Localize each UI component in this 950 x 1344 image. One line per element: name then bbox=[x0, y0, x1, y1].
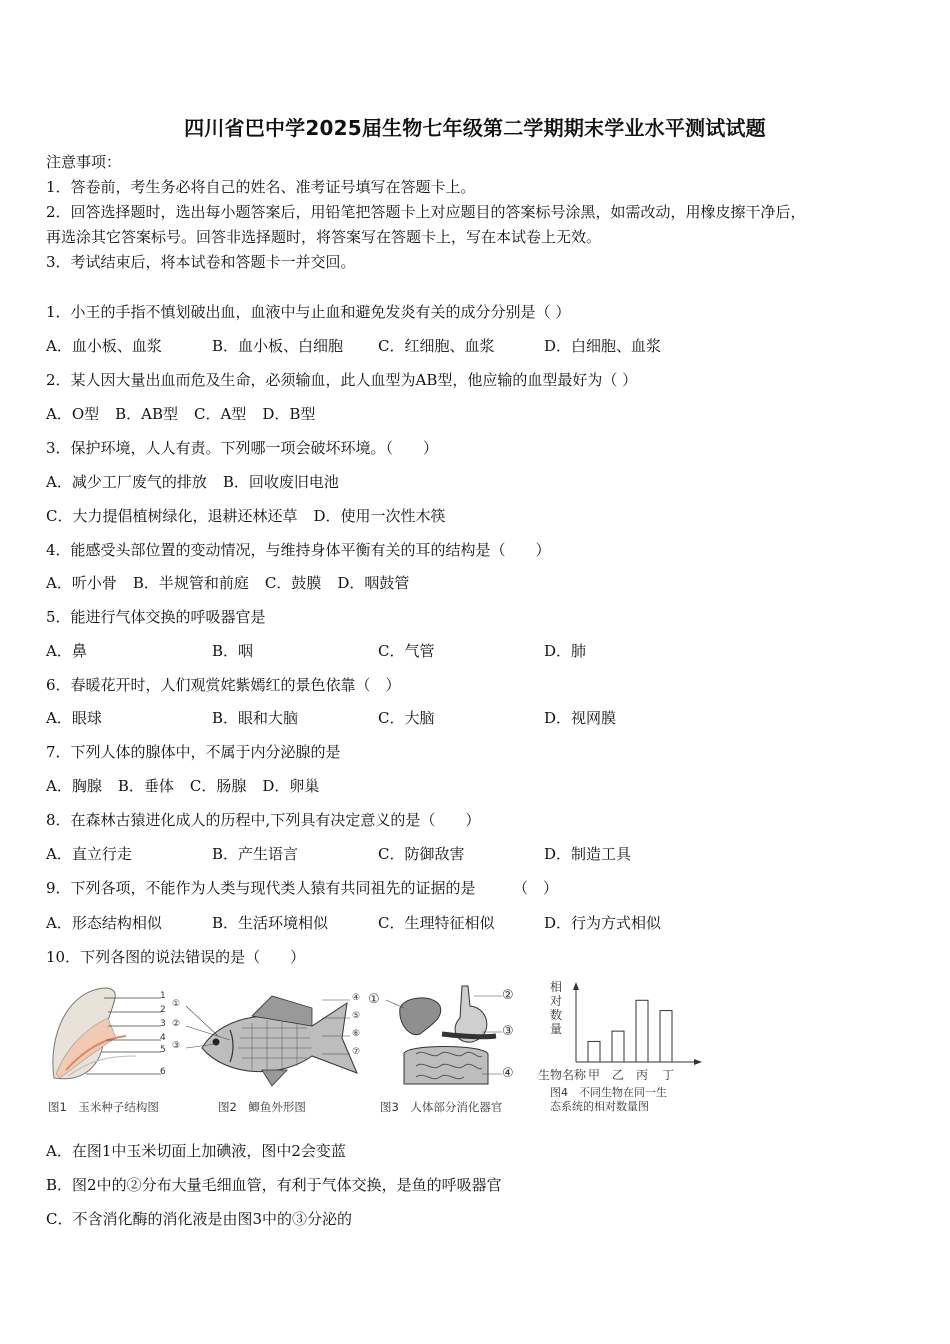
option: C．生理特征相似 bbox=[378, 914, 495, 932]
fig1-label: 4 bbox=[160, 1033, 166, 1043]
option: B．生活环境相似 bbox=[212, 914, 329, 932]
y-axis-arrow-icon bbox=[573, 982, 579, 990]
digestive-illustration bbox=[364, 978, 524, 1090]
option: A．眼球 bbox=[46, 709, 102, 727]
bar-甲 bbox=[588, 1041, 600, 1062]
fig1-label: 2 bbox=[160, 1005, 166, 1015]
notice-heading: 注意事项： bbox=[46, 153, 122, 171]
corn-seed-illustration bbox=[46, 978, 176, 1090]
figure-fish bbox=[172, 978, 367, 1093]
question-stem: 4．能感受头部位置的变动情况，与维持身体平衡有关的耳的结构是（ ） bbox=[46, 541, 551, 559]
option: D．咽鼓管 bbox=[337, 574, 410, 592]
fig1-label: 6 bbox=[160, 1067, 166, 1077]
category-label: 丁 bbox=[662, 1068, 675, 1082]
option: D．卵巢 bbox=[262, 777, 320, 795]
option: D．白细胞、血浆 bbox=[544, 337, 662, 355]
option: A．直立行走 bbox=[46, 845, 132, 863]
option-row bbox=[46, 472, 355, 492]
question-stem: 10．下列各图的说法错误的是（ ） bbox=[46, 948, 306, 966]
fig2-label: ⑥ bbox=[352, 1029, 361, 1039]
option-row bbox=[46, 404, 331, 424]
option: D．使用一次性木筷 bbox=[313, 507, 446, 525]
option-row bbox=[46, 573, 425, 593]
option: D．B型 bbox=[262, 405, 316, 423]
notice-item: 3．考试结束后，将本试卷和答题卡一并交回。 bbox=[46, 253, 356, 271]
question-stem: 2．某人因大量出血而危及生命，必须输血，此人血型为AB型，他应输的血型最好为（ ） bbox=[46, 371, 638, 389]
option: B．AB型 bbox=[115, 405, 179, 423]
option: B．垂体 bbox=[117, 777, 174, 795]
page-title: 四川省巴中学2025届生物七年级第二学期期末学业水平测试试题 bbox=[184, 116, 766, 140]
option: C．鼓膜 bbox=[264, 574, 322, 592]
x-axis-label: 生物名称 bbox=[538, 1068, 587, 1082]
bar-乙 bbox=[612, 1031, 624, 1062]
option: B．血小板、白细胞 bbox=[212, 337, 344, 355]
question-stem: 7．下列人体的腺体中，不属于内分泌腺的是 bbox=[46, 743, 341, 761]
fig4-caption: 图4 不同生物在同一生 bbox=[550, 1086, 667, 1099]
notice-item: 再选涂其它答案标号。回答非选择题时，将答案写在答题卡上，写在本试卷上无效。 bbox=[46, 228, 602, 246]
option: C．红细胞、血浆 bbox=[378, 337, 495, 355]
option: D．制造工具 bbox=[544, 845, 632, 863]
fig2-label: ① bbox=[172, 999, 181, 1009]
option-row bbox=[46, 776, 335, 796]
option: D．肺 bbox=[544, 642, 587, 660]
x-axis-arrow-icon bbox=[694, 1059, 702, 1065]
option: A．在图1中玉米切面上加碘液，图中2会变蓝 bbox=[46, 1142, 346, 1160]
y-label-char: 量 bbox=[550, 1022, 563, 1036]
fig2-label: ⑦ bbox=[352, 1047, 361, 1057]
option-row bbox=[46, 708, 710, 728]
fig3-caption: 图3 人体部分消化器官 bbox=[380, 1100, 503, 1114]
option: A．O型 bbox=[46, 405, 100, 423]
option: D．视网膜 bbox=[544, 709, 617, 727]
option: B．眼和大脑 bbox=[212, 709, 299, 727]
figure-corn-seed bbox=[46, 978, 176, 1093]
option: C．肠腺 bbox=[189, 777, 247, 795]
option-row bbox=[46, 913, 710, 933]
question-stem: 3．保护环境，人人有责。下列哪一项会破坏环境。（ ） bbox=[46, 439, 439, 457]
option: D．行为方式相似 bbox=[544, 914, 662, 932]
option: C．气管 bbox=[378, 642, 435, 660]
bar-丙 bbox=[636, 1000, 648, 1062]
question-stem: 5．能进行气体交换的呼吸器官是 bbox=[46, 608, 266, 626]
question-stem: 1．小王的手指不慎划破出血，血液中与止血和避免发炎有关的成分分别是（ ） bbox=[46, 303, 571, 321]
fish-illustration bbox=[172, 978, 367, 1090]
category-label: 丙 bbox=[636, 1068, 649, 1082]
fig1-label: 1 bbox=[160, 991, 166, 1001]
option: C．防御敌害 bbox=[378, 845, 465, 863]
option-row bbox=[46, 641, 710, 661]
option: B．回收废旧电池 bbox=[222, 473, 339, 491]
question-stem: 6．春暖花开时，人们观赏姹紫嫣红的景色依靠（ ） bbox=[46, 676, 401, 694]
fig2-label: ④ bbox=[352, 993, 361, 1003]
y-label-char: 相 bbox=[550, 980, 563, 994]
category-label: 乙 bbox=[612, 1068, 625, 1082]
fig2-label: ⑤ bbox=[352, 1011, 361, 1021]
bar-丁 bbox=[660, 1011, 672, 1062]
fig2-label: ③ bbox=[172, 1041, 181, 1051]
option: A．胸腺 bbox=[46, 777, 102, 795]
option: B．图2中的②分布大量毛细血管，有利于气体交换，是鱼的呼吸器官 bbox=[46, 1176, 502, 1194]
notice-item: 1．答卷前，考生务必将自己的姓名、准考证号填写在答题卡上。 bbox=[46, 178, 476, 196]
option: C．不含消化酶的消化液是由图3中的③分泌的 bbox=[46, 1210, 353, 1228]
question-stem: 8．在森林古猿进化成人的历程中,下列具有决定意义的是（ ） bbox=[46, 811, 481, 829]
option: A．减少工厂废气的排放 bbox=[46, 473, 207, 491]
figure-digestive bbox=[364, 978, 524, 1093]
option: C．大力提倡植树绿化，退耕还林还草 bbox=[46, 507, 298, 525]
fig1-caption: 图1 玉米种子结构图 bbox=[48, 1100, 159, 1114]
fig1-label: 5 bbox=[160, 1045, 166, 1055]
option-row bbox=[46, 336, 710, 356]
option-row bbox=[46, 506, 462, 526]
y-label-char: 数 bbox=[550, 1008, 563, 1022]
fig2-caption: 图2 鲫鱼外形图 bbox=[218, 1100, 306, 1114]
option: B．咽 bbox=[212, 642, 254, 660]
notice-item: 2．回答选择题时，选出每小题答案后，用铅笔把答题卡上对应题目的答案标号涂黑，如需改动，用橡皮擦干净后， bbox=[46, 203, 806, 221]
figure-bar-chart bbox=[538, 978, 708, 1113]
option: A．形态结构相似 bbox=[46, 914, 162, 932]
fig1-label: 3 bbox=[160, 1019, 166, 1029]
fig3-label: ① bbox=[368, 992, 380, 1007]
category-label: 甲 bbox=[588, 1068, 601, 1082]
option: C．大脑 bbox=[378, 709, 435, 727]
y-label-char: 对 bbox=[550, 994, 563, 1008]
fig3-label: ④ bbox=[502, 1066, 514, 1081]
option: C．A型 bbox=[194, 405, 247, 423]
option: A．鼻 bbox=[46, 642, 87, 660]
fig2-label: ② bbox=[172, 1019, 181, 1029]
fig3-label: ③ bbox=[502, 1024, 514, 1039]
option-row bbox=[46, 844, 710, 864]
bar-chart-svg bbox=[538, 978, 708, 1068]
fig4-caption: 态系统的相对数量图 bbox=[550, 1100, 649, 1113]
option: A．听小骨 bbox=[46, 574, 117, 592]
option: B．半规管和前庭 bbox=[132, 574, 249, 592]
fig3-label: ② bbox=[502, 988, 514, 1003]
option: A．血小板、血浆 bbox=[46, 337, 162, 355]
question-stem: 9．下列各项，不能作为人类与现代类人猿有共同祖先的证据的是 （ ） bbox=[46, 879, 559, 897]
option: B．产生语言 bbox=[212, 845, 299, 863]
